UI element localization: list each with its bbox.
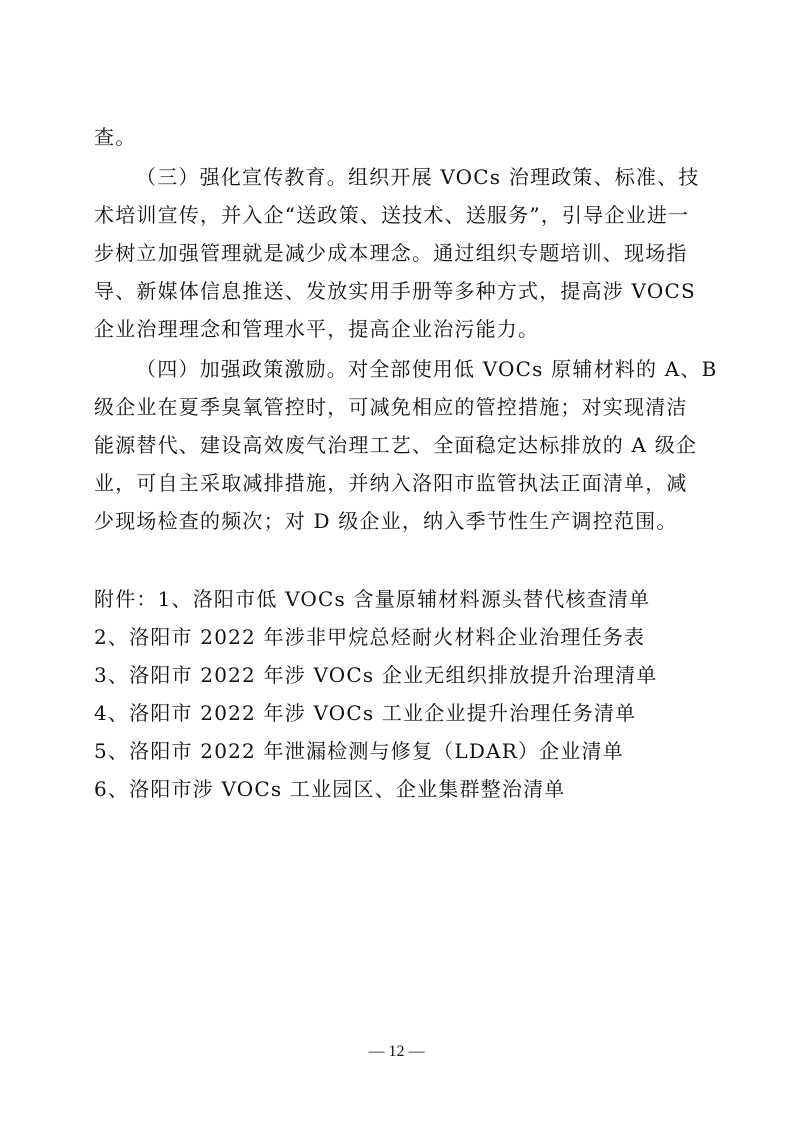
body-line: 步树立加强管理就是减少成本理念。通过组织专题培训、现场指	[94, 241, 688, 265]
page-number: — 12 —	[368, 1043, 425, 1060]
attachment-item-3: 3、洛阳市 2022 年涉 VOCs 企业无组织排放提升治理清单	[94, 663, 658, 687]
body-line: 导、新媒体信息推送、发放实用手册等多种方式，提高涉 VOCS	[94, 279, 696, 303]
attachment-item-5: 5、洛阳市 2022 年泄漏检测与修复（LDAR）企业清单	[94, 739, 624, 763]
body-line: 少现场检查的频次；对 D 级企业，纳入季节性生产调控范围。	[94, 509, 678, 533]
body-line-continuation: 查。	[94, 125, 137, 149]
attachment-item-1: 附件：1、洛阳市低 VOCs 含量原辅材料源头替代核查清单	[94, 587, 651, 611]
section-four-heading-line: （四）加强政策激励。对全部使用低 VOCs 原辅材料的 A、B	[136, 357, 718, 381]
body-line: 业，可自主采取减排措施，并纳入洛阳市监管执法正面清单，减	[94, 471, 688, 495]
section-three-heading-line: （三）强化宣传教育。组织开展 VOCs 治理政策、标准、技	[136, 165, 700, 189]
body-line: 级企业在夏季臭氧管控时，可减免相应的管控措施；对实现清洁	[94, 395, 688, 419]
body-line: 能源替代、建设高效废气治理工艺、全面稳定达标排放的 A 级企	[94, 433, 698, 457]
body-line: 企业治理理念和管理水平，提高企业治污能力。	[94, 317, 540, 341]
body-line: 术培训宣传，并入企“送政策、送技术、送服务”，引导企业进一	[94, 203, 690, 227]
attachment-item-6: 6、洛阳市涉 VOCs 工业园区、企业集群整治清单	[94, 777, 566, 801]
attachment-item-4: 4、洛阳市 2022 年涉 VOCs 工业企业提升治理任务清单	[94, 701, 637, 725]
attachment-item-2: 2、洛阳市 2022 年涉非甲烷总烃耐火材料企业治理任务表	[94, 625, 646, 649]
